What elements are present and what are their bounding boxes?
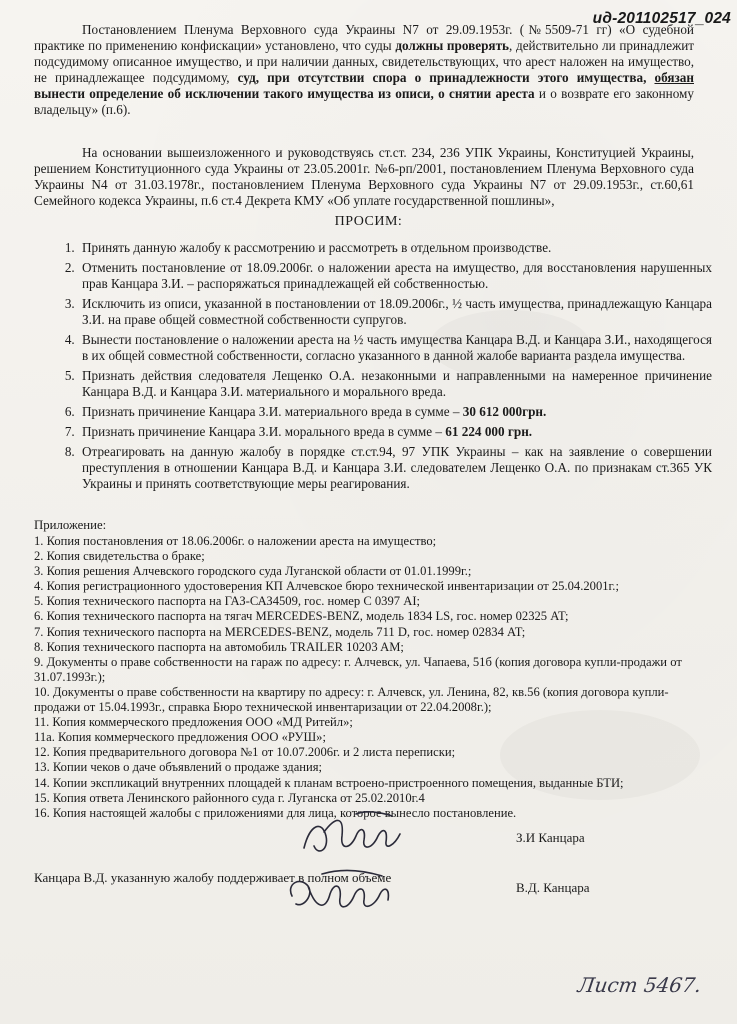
para1-bold: должны проверять bbox=[395, 38, 510, 53]
list-item bbox=[78, 404, 712, 420]
list-item: 2. Отменить постановление от 18.09.2006г. о наложении ареста на имущество, для восстановления нарушенных прав Канцара З.И. – распоряжаться принадлежащей ей собственностью. bbox=[78, 260, 712, 292]
attachment-item: 10. Документы о праве собственности на квартиру по адресу: г. Алчевск, ул. Ленина, 82, кв.56 (копия договора купли-продажи от 15.04.1993г., справка Бюро технической инвентаризации от 22.04.2008г.); bbox=[34, 684, 669, 715]
attachment-item: 13. Копии чеков о даче объявлений о продаже здания; bbox=[34, 760, 323, 775]
list-item: 8. Отреагировать на данную жалобу в порядке ст.ст.94, 97 УПК Украины – как на заявление о совершении преступления в отношении Канцара В.Д. и Канцара З.И. следователем Лещенко О.А. по признакам ст.365 УК Украины и принять соответствующие меры реагирования. bbox=[78, 444, 712, 492]
material-damage-amount: 30 612 000грн. bbox=[462, 404, 547, 419]
handwritten-signature-2 bbox=[282, 866, 402, 922]
list-item: 4. Вынести постановление о наложении ареста на ½ часть имущества Канцара В.Д. и Канцара З.И., находящегося в их общей совместной собственности, согласно указанного в данной жалобе варианта раздела имущества. bbox=[78, 332, 712, 364]
attachment-item: 7. Копия технического паспорта на MERCEDES-BENZ, модель 711 D, гос. номер 02834 AT; bbox=[34, 624, 526, 639]
signature-name-1: З.И Канцара bbox=[516, 830, 585, 845]
list-item: 3. Исключить из описи, указанной в постановлении от 18.09.2006г., ½ часть имущества, принадлежащую Канцара З.И. на праве общей совместной собственности супругов. bbox=[78, 296, 712, 328]
attachment-item: 12. Копия предварительного договора №1 от 10.07.2006г. и 2 листа переписки; bbox=[34, 745, 456, 760]
handwritten-sheet-text: Лист 5467. bbox=[576, 973, 703, 997]
paragraph-legal-basis bbox=[34, 22, 694, 118]
attachment-item: 11. Копия коммерческого предложения ООО «МД Ритейл»; bbox=[34, 715, 353, 730]
attachment-item: 2. Копия свидетельства о браке; bbox=[34, 549, 205, 564]
attachment-item: 8. Копия технического паспорта на автомобиль TRAILER 10203 AM; bbox=[34, 639, 404, 654]
handwritten-signature-1 bbox=[296, 806, 416, 866]
attachment-item: 5. Копия технического паспорта на ГАЗ-САЗ4509, гос. номер С 0397 AI; bbox=[34, 594, 421, 609]
attachment-item: 1. Копия постановления от 18.06.2006г. о наложении ареста на имущество; bbox=[34, 534, 437, 548]
para1-text: и о возврате его законному владельцу» (п.6). bbox=[34, 86, 695, 117]
support-statement: Канцара В.Д. указанную жалобу поддерживает в полном объеме bbox=[34, 870, 392, 885]
attachment-item: 6. Копия технического паспорта на тягач MERCEDES-BENZ, модель 1834 LS, гос. номер 02325 AT; bbox=[34, 609, 569, 624]
attachment-item: 9. Документы о праве собственности на гараж по адресу: г. Алчевск, ул. Чапаева, 51б (копия договора купли-продажи от 31.07.1993г.); bbox=[34, 654, 682, 684]
list-item bbox=[78, 424, 712, 440]
attachment-item: 3. Копия решения Алчевского городского суда Луганской области от 01.01.1999г.; bbox=[34, 564, 472, 579]
handwritten-sheet-number bbox=[575, 964, 715, 1004]
para1-underlined: обязан bbox=[654, 70, 694, 85]
attachment-item: 15. Копия ответа Ленинского районного суда г. Луганска от 25.02.2010г.4 bbox=[34, 790, 425, 805]
signature-name-2: В.Д. Канцара bbox=[516, 880, 590, 895]
request-text: Признать причинение Канцара З.И. материального вреда в сумме – bbox=[82, 404, 463, 419]
attachments-heading: Приложение: bbox=[34, 518, 107, 532]
attachment-item: 16. Копия настоящей жалобы с приложениями для лица, которое вынесло постановление. bbox=[34, 805, 517, 820]
attachment-item: 14. Копии экспликаций внутренних площадей к планам встроено-пристроенного помещения, выданные БТИ; bbox=[34, 775, 624, 790]
request-list bbox=[60, 240, 712, 496]
section-heading-request: ПРОСИМ: bbox=[334, 214, 403, 229]
para1-bold: суд, при отсутствии спора о принадлежности этого имущества, bbox=[237, 70, 655, 85]
para1-text: Постановлением Пленума Верховного суда Украины N7 от 29.09.1953г. (№5509-71 гг) «О судебной практике по применению конфискации» установлено, что суды bbox=[34, 22, 694, 53]
para1-text: , действительно ли принадлежит подсудимому описанное имущество, и при наличии данных, свидетельствующих, что арест наложен на имущество, не принадлежащее подсудимому, bbox=[34, 38, 695, 85]
document-id: ид-201102517_024 bbox=[592, 10, 731, 27]
moral-damage-amount: 61 224 000 грн. bbox=[445, 424, 533, 439]
attachment-item: 11а. Копия коммерческого предложения ООО «РУШ»; bbox=[34, 730, 326, 745]
list-item: 1. Принять данную жалобу к рассмотрению и рассмотреть в отдельном производстве. bbox=[78, 240, 712, 256]
attachments-list bbox=[34, 534, 694, 821]
paragraph-grounds: На основании вышеизложенного и руководствуясь ст.ст. 234, 236 УПК Украины, Конституцией Украины, решением Конституционного суда Украины от 23.05.2001г. №6-рп/2001, постановлением Пленума Верховного суда Украины N4 от 31.03.1978г., постановлением Пленума Верховного суда Украины N7 от 29.09.1953г., ст.60,61 Семейного кодекса Украины, п.6 ст.4 Декрета КМУ «Об уплате государственной пошлины», bbox=[34, 145, 694, 208]
request-text: Признать причинение Канцара З.И. морального вреда в сумме – bbox=[82, 424, 446, 439]
para1-bold: вынести определение об исключении такого имущества из описи, о снятии ареста bbox=[34, 86, 535, 101]
list-item: 5. Признать действия следователя Лещенко О.А. незаконными и направленными на намеренное причинение Канцара В.Д. и Канцара З.И. материального и морального вреда. bbox=[78, 368, 712, 400]
attachment-item: 4. Копия регистрационного удостоверения КП Алчевское бюро технической инвентаризации от 25.04.2001г.; bbox=[34, 579, 619, 594]
